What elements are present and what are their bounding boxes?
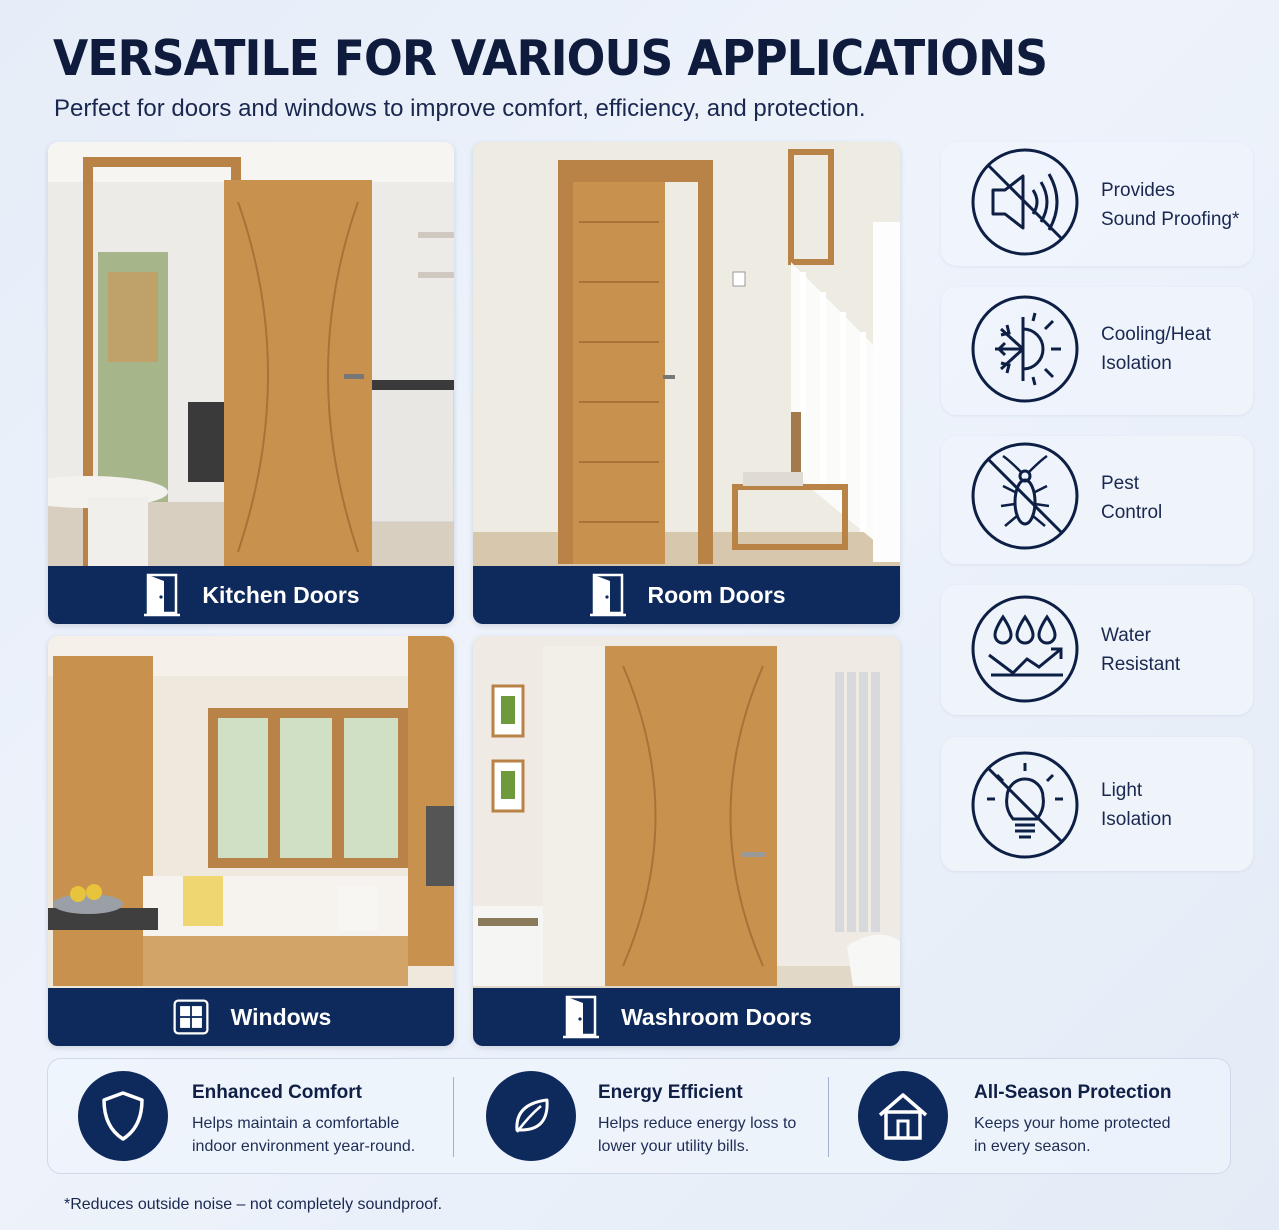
page-subtitle: Perfect for doors and windows to improve comfort, efficiency, and protection. bbox=[54, 95, 866, 122]
feature-light-isolation bbox=[941, 737, 1253, 871]
application-label: Kitchen Doors bbox=[202, 581, 360, 608]
door-icon bbox=[561, 997, 601, 1037]
application-label: Windows bbox=[230, 1003, 332, 1030]
window-seat-photo bbox=[48, 636, 454, 1046]
feature-label: Pest Control bbox=[1101, 473, 1163, 523]
application-label: Washroom Doors bbox=[621, 1003, 812, 1030]
washroom-doors-card bbox=[473, 636, 900, 1046]
washroom-doors-banner bbox=[473, 988, 900, 1046]
feature-sound-proofing bbox=[941, 142, 1253, 266]
window-icon bbox=[171, 997, 211, 1037]
water-drops-icon bbox=[969, 593, 1081, 705]
no-light-icon bbox=[969, 749, 1081, 861]
benefits-strip bbox=[47, 1058, 1231, 1174]
room-doors-banner bbox=[473, 566, 900, 624]
door-icon bbox=[142, 575, 182, 615]
snow-sun-icon bbox=[969, 293, 1081, 405]
door-icon bbox=[588, 575, 628, 615]
benefit-enhanced-comfort bbox=[48, 1059, 453, 1175]
room-doors-card bbox=[473, 142, 900, 624]
kitchen-doors-card bbox=[48, 142, 454, 624]
page-title: VERSATILE FOR VARIOUS APPLICATIONS bbox=[53, 30, 1048, 87]
benefit-description-line: Keeps your home protected bbox=[974, 1115, 1171, 1132]
shield-icon bbox=[78, 1071, 168, 1161]
benefit-description bbox=[974, 1112, 1171, 1158]
benefit-description-line: lower your utility bills. bbox=[598, 1138, 750, 1155]
footnote: *Reduces outside noise – not completely soundproof. bbox=[64, 1196, 443, 1213]
room-door-photo bbox=[473, 142, 900, 624]
feature-label: Water Resistant bbox=[1101, 625, 1181, 675]
kitchen-door-photo bbox=[48, 142, 454, 624]
feature-water-resistant bbox=[941, 585, 1253, 715]
benefit-title: Energy Efficient bbox=[598, 1082, 743, 1103]
benefit-description bbox=[598, 1112, 796, 1158]
benefit-description-line: Helps maintain a comfortable bbox=[192, 1115, 400, 1132]
feature-label: Provides Sound Proofing* bbox=[1101, 180, 1240, 230]
application-label: Room Doors bbox=[647, 581, 786, 608]
feature-cooling-heat bbox=[941, 287, 1253, 415]
kitchen-doors-banner bbox=[48, 566, 454, 624]
feature-pest-control bbox=[941, 436, 1253, 564]
windows-card bbox=[48, 636, 454, 1046]
leaf-icon bbox=[486, 1071, 576, 1161]
benefit-description-line: indoor environment year-round. bbox=[192, 1138, 416, 1155]
house-icon bbox=[858, 1071, 948, 1161]
benefit-description-line: in every season. bbox=[974, 1138, 1091, 1155]
benefit-energy-efficient bbox=[453, 1059, 828, 1175]
feature-label: Cooling/Heat Isolation bbox=[1101, 324, 1211, 374]
sound-off-icon bbox=[969, 146, 1081, 258]
washroom-door-photo bbox=[473, 636, 900, 1046]
no-bug-icon bbox=[969, 440, 1081, 552]
benefit-description bbox=[192, 1112, 415, 1158]
benefit-description-line: Helps reduce energy loss to bbox=[598, 1115, 797, 1132]
feature-label: Light Isolation bbox=[1101, 780, 1172, 830]
benefit-title: All-Season Protection bbox=[974, 1082, 1172, 1103]
benefit-all-season-protection bbox=[828, 1059, 1232, 1175]
windows-banner bbox=[48, 988, 454, 1046]
benefit-title: Enhanced Comfort bbox=[192, 1082, 362, 1103]
